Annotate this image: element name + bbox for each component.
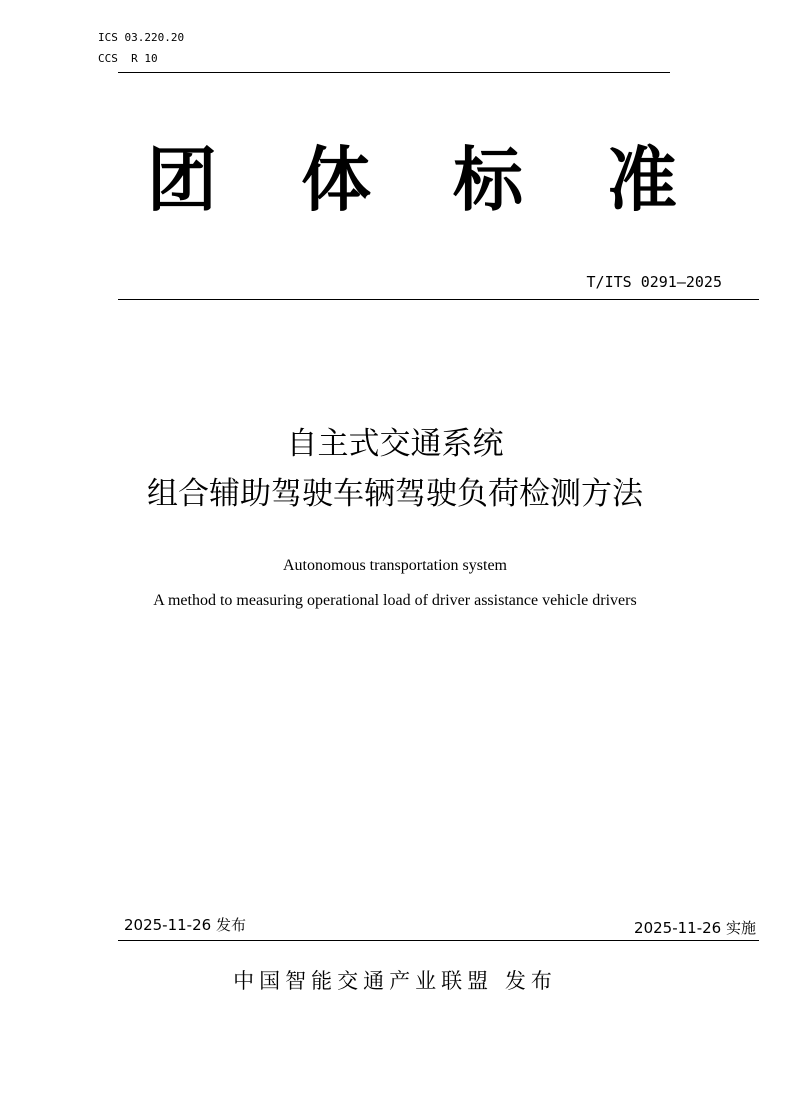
footer-rule (118, 940, 759, 941)
implement-date: 2025-11-26 实施 (634, 919, 756, 937)
standard-number-rule (118, 299, 759, 300)
title-cn-line-1: 自主式交通系统 (286, 426, 504, 462)
title-en-line-1: Autonomous transportation system (283, 557, 507, 574)
ccs-code: CCS R 10 (98, 52, 158, 65)
standard-number: T/ITS 0291—2025 (586, 273, 722, 291)
big-title-char-2: 体 (301, 139, 371, 221)
title-en-line-2: A method to measuring operational load of driver assistance vehicle drivers (153, 592, 637, 609)
header-rule (118, 72, 670, 73)
ics-code: ICS 03.220.20 (98, 31, 185, 44)
title-cn-line-2: 组合辅助驾驶车辆驾驶负荷检测方法 (147, 476, 643, 512)
big-title-char-3: 标 (453, 139, 523, 221)
big-title-char-1: 团 (147, 139, 217, 221)
publish-date: 2025-11-26 发布 (124, 916, 246, 934)
big-title-char-4: 准 (607, 139, 677, 221)
publisher: 中国智能交通产业联盟 发布 (233, 969, 557, 993)
